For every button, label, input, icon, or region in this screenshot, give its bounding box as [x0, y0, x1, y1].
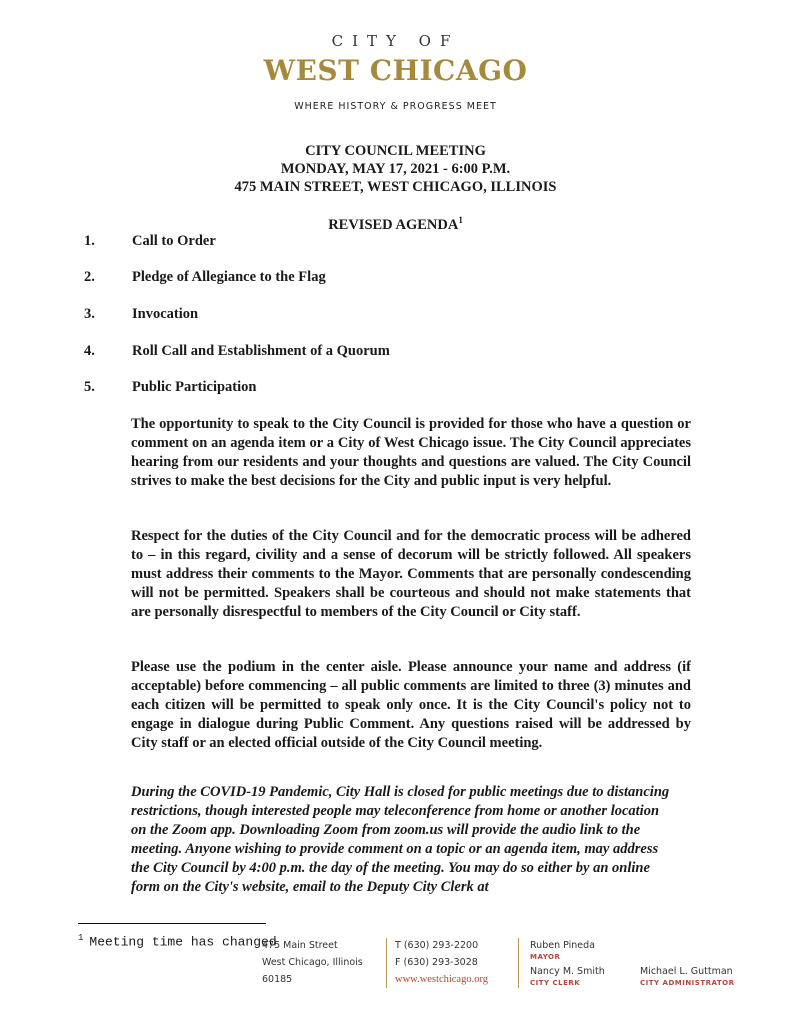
logo-tagline: WHERE HISTORY & PROGRESS MEET — [294, 101, 497, 112]
agenda-item-label: Public Participation — [132, 379, 257, 395]
agenda-item-number: 2. — [84, 269, 95, 285]
meeting-location: 475 MAIN STREET, WEST CHICAGO, ILLINOIS — [234, 179, 557, 195]
agenda-item-number: 4. — [84, 343, 95, 359]
decorum-paragraph: Respect for the duties of the City Council and for the democratic process will be adhered to – in this regard, civility and a sense of decorum will be strictly followed. All speakers must address their comments to the Mayor. Comments that are personally condescending will not be permitted. Speakers shall be courteous and should not make statements that are personally disrespectful to members of the City Council or City staff. — [131, 528, 691, 620]
mayor-name: Ruben Pineda — [530, 940, 595, 951]
agenda-item-number: 5. — [84, 379, 95, 395]
footnote-text: Meeting time has changed — [89, 934, 277, 950]
footer-address-line1: 475 Main Street — [262, 940, 338, 951]
agenda-title-text: REVISED AGENDA — [328, 216, 459, 233]
covid-paragraph: During the COVID-19 Pandemic, City Hall is closed for public meetings due to distancing restrictions, though interested people may teleconference from home or another location on the Zoom app. Downloading Zoom from zoom.us will provide the audio link to the meeting. Anyone wishing to provide comment on a topic or an agenda item, may address the City Council by 4:00 p.m. the day of the meeting. You may do so either by an online form on the City's website, email to the Deputy City Clerk at — [131, 784, 670, 895]
administrator-title: CITY ADMINISTRATOR — [640, 979, 735, 987]
agenda-item-number: 1. — [84, 233, 95, 249]
footnote-mark: 1 — [78, 933, 84, 943]
public-participation-paragraph: The opportunity to speak to the City Council is provided for those who have a question or comment on an agenda item or a City of West Chicago issue. The City Council appreciates hearing from our residents and your thoughts and questions are valued. The City Council strives to make the best decisions for the City and public input is very helpful. — [131, 416, 691, 489]
meeting-date: MONDAY, MAY 17, 2021 - 6:00 P.M. — [280, 161, 511, 177]
footer-website: www.westchicago.org — [395, 974, 489, 985]
footer-address-line3: 60185 — [262, 974, 293, 985]
agenda-item-label: Pledge of Allegiance to the Flag — [132, 269, 326, 285]
agenda-item-label: Invocation — [132, 306, 199, 322]
clerk-title: CITY CLERK — [530, 979, 581, 987]
agenda-title — [0, 215, 791, 234]
footer-address-line2: West Chicago, Illinois — [262, 957, 363, 968]
west-chicago-logo: WEST CHICAGO — [263, 54, 528, 87]
footer-divider — [386, 938, 387, 988]
mayor-title: MAYOR — [530, 953, 561, 961]
clerk-name: Nancy M. Smith — [530, 966, 605, 977]
footnote — [78, 933, 277, 949]
city-of-logo-text: CITY OF — [331, 32, 460, 50]
agenda-footnote-mark: 1 — [458, 215, 463, 225]
administrator-name: Michael L. Guttman — [640, 966, 733, 977]
footer-divider — [518, 938, 519, 988]
agenda-item-number: 3. — [84, 306, 95, 322]
footer-fax: F (630) 293-3028 — [395, 957, 478, 968]
footnote-divider — [78, 923, 266, 924]
podium-paragraph: Please use the podium in the center aisle. Please announce your name and address (if acceptable) before commencing – all public comments are limited to three (3) minutes and each citizen will be permitted to speak only once. It is the City Council's policy not to engage in dialogue during Public Comment. Any questions raised will be addressed by City staff or an elected official outside of the City Council meeting. — [131, 659, 691, 751]
agenda-item-label: Call to Order — [132, 233, 216, 249]
footer-phone: T (630) 293-2200 — [395, 940, 479, 951]
agenda-item-label: Roll Call and Establishment of a Quorum — [132, 343, 390, 359]
meeting-title: CITY COUNCIL MEETING — [305, 143, 486, 159]
